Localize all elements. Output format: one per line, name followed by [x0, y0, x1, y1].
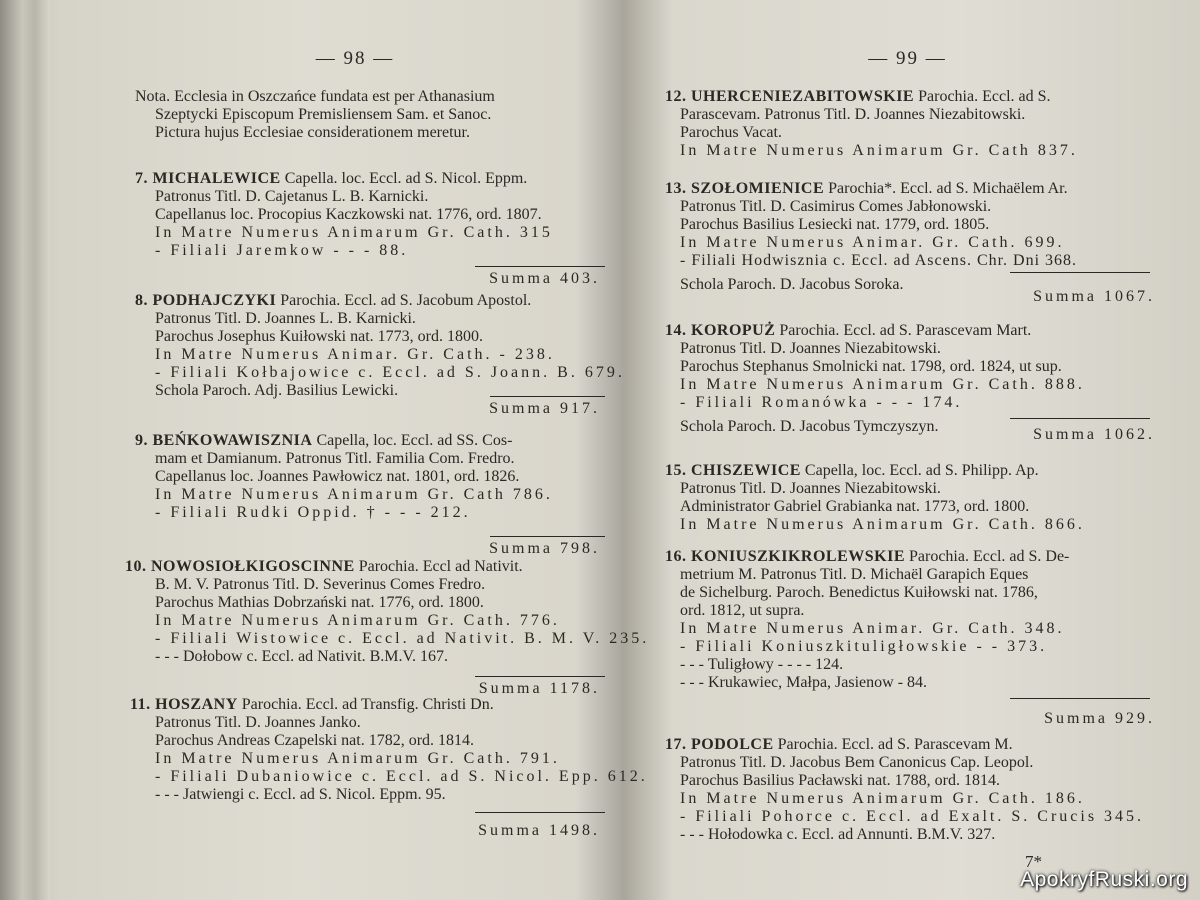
summa: Summa 917.	[489, 400, 600, 417]
entry-line: B. M. V. Patronus Titl. D. Severinus Comes Fredro.	[155, 576, 486, 593]
entry-line: Capella. loc. Eccl. ad S. Nicol. Eppm.	[284, 170, 528, 187]
entry-line: In Matre Numerus Animarum Gr. Cath. 776.	[155, 612, 560, 629]
entry-line: Parochia. Eccl. ad Transfig. Christi Dn.	[241, 696, 494, 713]
entry-line: Patronus Titl. D. Joannes Niezabitowski.	[680, 340, 941, 357]
entry-line: In Matre Numerus Animar. Gr. Cath. 348.	[680, 620, 1065, 637]
entry-heading: 10. NOWOSIOŁKIGOSCINNE	[125, 558, 355, 575]
entry-heading: 12. UHERCENIEZABITOWSKIE	[665, 88, 915, 105]
summa: Summa 403.	[489, 270, 600, 287]
entry-heading: 13. SZOŁOMIENICE	[665, 180, 825, 197]
summa-rule	[475, 812, 605, 813]
entry-line: - Filiali Rudki Oppid. † - - - 212.	[155, 504, 471, 521]
entry-heading: 16. KONIUSZKIKROLEWSKIE	[665, 548, 905, 565]
entry-line: In Matre Numerus Animarum Gr. Cath. 888.	[680, 376, 1085, 393]
entry-line: In Matre Numerus Animar. Gr. Cath. - 238.	[155, 346, 555, 363]
entry-14	[665, 322, 1031, 339]
entry-heading: 14. KOROPUŻ	[665, 322, 776, 339]
entry-line: Capella, loc. Eccl. ad SS. Cos-	[316, 432, 513, 449]
summa-rule	[1010, 418, 1150, 419]
entry-line: In Matre Numerus Animarum Gr. Cath 837.	[680, 142, 1078, 159]
entry-line: - - - Tuligłowy - - - - 124.	[680, 656, 844, 673]
nota-line: Szeptycki Episcopum Premisliensem Sam. et Sanoc.	[155, 106, 492, 123]
signature-mark: 7*	[1025, 852, 1042, 871]
summa-rule	[1010, 698, 1150, 699]
entry-line: Capellanus loc. Procopius Kaczkowski nat. 1776, ord. 1807.	[155, 206, 542, 223]
entry-line: In Matre Numerus Animarum Gr. Cath. 315	[155, 224, 553, 241]
summa-rule	[1010, 272, 1150, 273]
entry-line: Patronus Titl. D. Joannes L. B. Karnicki.	[155, 310, 416, 327]
entry-line: - Filiali Dubaniowice c. Eccl. ad S. Nicol. Epp. 612.	[155, 768, 648, 785]
entry-line: In Matre Numerus Animar. Gr. Cath. 699.	[680, 234, 1065, 251]
entry-line: Parochia. Eccl. ad S.	[918, 88, 1051, 105]
summa: Summa 798.	[489, 540, 600, 557]
entry-line: In Matre Numerus Animarum Gr. Cath. 791.	[155, 750, 560, 767]
page-number-right: — 99 —	[868, 48, 947, 69]
entry-line: Parascevam. Patronus Titl. D. Joannes Niezabitowski.	[680, 106, 1026, 123]
watermark: ApokryfRuski.org	[1020, 868, 1188, 891]
entry-line: Parochia. Eccl. ad S. Jacobum Apostol.	[280, 292, 532, 309]
entry-heading: 9. BEŃKOWAWISZNIA	[135, 432, 313, 449]
entry-8	[135, 292, 531, 309]
entry-line: Parochus Mathias Dobrzański nat. 1776, ord. 1800.	[155, 594, 484, 611]
entry-line: ord. 1812, ut supra.	[680, 602, 805, 619]
entry-line: Schola Paroch. D. Jacobus Tymczyszyn.	[680, 418, 939, 435]
entry-line: Parochus Stephanus Smolnicki nat. 1798, ord. 1824, ut sup.	[680, 358, 1062, 375]
entry-line: In Matre Numerus Animarum Gr. Cath 786.	[155, 486, 553, 503]
entry-line: Parochus Josephus Kuiłowski nat. 1773, ord. 1800.	[155, 328, 483, 345]
summa: Summa 1062.	[1033, 426, 1155, 443]
entry-line: Parochia*. Eccl. ad S. Michaëlem Ar.	[828, 180, 1068, 197]
summa-rule	[490, 536, 605, 537]
entry-line: - Filiali Romanówka - - - 174.	[680, 394, 963, 411]
entry-heading: 8. PODHAJCZYKI	[135, 292, 277, 309]
entry-line: - - - Hołodowka c. Eccl. ad Annunti. B.M.V. 327.	[680, 826, 996, 843]
entry-line: - - - Krukawiec, Małpa, Jasienow - 84.	[680, 674, 928, 691]
entry-line: - Filiali Hodwisznia c. Eccl. ad Ascens. Chr. Dni 368.	[680, 252, 1078, 269]
left-page	[95, 0, 650, 900]
entry-line: Administrator Gabriel Grabianka nat. 1773, ord. 1800.	[680, 498, 1030, 515]
entry-line: In Matre Numerus Animarum Gr. Cath. 186.	[680, 790, 1085, 807]
summa-rule	[490, 396, 605, 397]
entry-line: - Filiali Kołbajowice c. Eccl. ad S. Joann. B. 679.	[155, 364, 625, 381]
entry-line: In Matre Numerus Animarum Gr. Cath. 866.	[680, 516, 1085, 533]
entry-13	[665, 180, 1068, 197]
entry-12	[665, 88, 1051, 105]
nota-line: Nota. Ecclesia in Oszczańce fundata est per Athanasium	[135, 88, 495, 105]
entry-line: metrium M. Patronus Titl. D. Michaël Garapich Eques	[680, 566, 1029, 583]
entry-line: Patronus Titl. D. Joannes Janko.	[155, 714, 361, 731]
entry-line: de Sichelburg. Paroch. Benedictus Kuiłowski nat. 1786,	[680, 584, 1038, 601]
entry-line: Parochus Andreas Czapelski nat. 1782, ord. 1814.	[155, 732, 475, 749]
entry-7	[135, 170, 527, 187]
entry-line: - Filiali Jaremkow - - - 88.	[155, 242, 409, 259]
entry-line: Schola Paroch. D. Jacobus Soroka.	[680, 276, 904, 293]
entry-17	[665, 736, 1013, 753]
right-page	[650, 0, 1165, 900]
entry-line: Parochia. Eccl ad Nativit.	[358, 558, 523, 575]
summa: Summa 1178.	[478, 680, 600, 697]
book-page-edges	[0, 0, 50, 900]
entry-11	[130, 696, 494, 713]
entry-line: Schola Paroch. Adj. Basilius Lewicki.	[155, 382, 399, 399]
entry-line: Patronus Titl. D. Jacobus Bem Canonicus Cap. Leopol.	[680, 754, 1034, 771]
entry-line: - - - Dołobow c. Eccl. ad Nativit. B.M.V. 167.	[155, 648, 448, 665]
entry-heading: 11. HOSZANY	[130, 696, 238, 713]
entry-line: Parochus Basilius Lesiecki nat. 1779, ord. 1805.	[680, 216, 990, 233]
entry-9	[135, 432, 512, 449]
entry-line: Parochia. Eccl. ad S. Parascevam M.	[777, 736, 1013, 753]
entry-line: Patronus Titl. D. Cajetanus L. B. Karnicki.	[155, 188, 429, 205]
entry-line: - - - Jatwiengi c. Eccl. ad S. Nicol. Eppm. 95.	[155, 786, 446, 803]
entry-line: Patronus Titl. D. Casimirus Comes Jabłonowski.	[680, 198, 992, 215]
entry-line: - Filiali Koniuszkituligłowskie - - 373.	[680, 638, 1048, 655]
entry-10	[125, 558, 523, 575]
entry-16	[665, 548, 1069, 565]
entry-line: Capella, loc. Eccl. ad S. Philipp. Ap.	[804, 462, 1039, 479]
entry-line: mam et Damianum. Patronus Titl. Familia Com. Fredro.	[155, 450, 515, 467]
summa-rule	[475, 266, 605, 267]
entry-line: - Filiali Wistowice c. Eccl. ad Nativit. B. M. V. 235.	[155, 630, 650, 647]
entry-heading: 15. CHISZEWICE	[665, 462, 801, 479]
entry-line: Parochus Vacat.	[680, 124, 782, 141]
nota-line: Pictura hujus Ecclesiae considerationem meretur.	[155, 124, 470, 141]
summa: Summa 1067.	[1033, 288, 1155, 305]
summa-rule	[475, 676, 605, 677]
entry-line: Parochia. Eccl. ad S. Parascevam Mart.	[779, 322, 1032, 339]
entry-line: - Filiali Pohorce c. Eccl. ad Exalt. S. Crucis 345.	[680, 808, 1145, 825]
entry-line: Capellanus loc. Joannes Pawłowicz nat. 1801, ord. 1826.	[155, 468, 520, 485]
summa: Summa 1498.	[478, 822, 600, 839]
summa: Summa 929.	[1044, 710, 1155, 727]
entry-15	[665, 462, 1039, 479]
entry-heading: 7. MICHALEWICE	[135, 170, 281, 187]
entry-line: Parochus Basilius Pacławski nat. 1788, ord. 1814.	[680, 772, 1000, 789]
page-number-left: — 98 —	[315, 48, 395, 69]
entry-line: Patronus Titl. D. Joannes Niezabitowski.	[680, 480, 941, 497]
entry-line: Parochia. Eccl. ad S. De-	[909, 548, 1070, 565]
entry-heading: 17. PODOLCE	[665, 736, 774, 753]
